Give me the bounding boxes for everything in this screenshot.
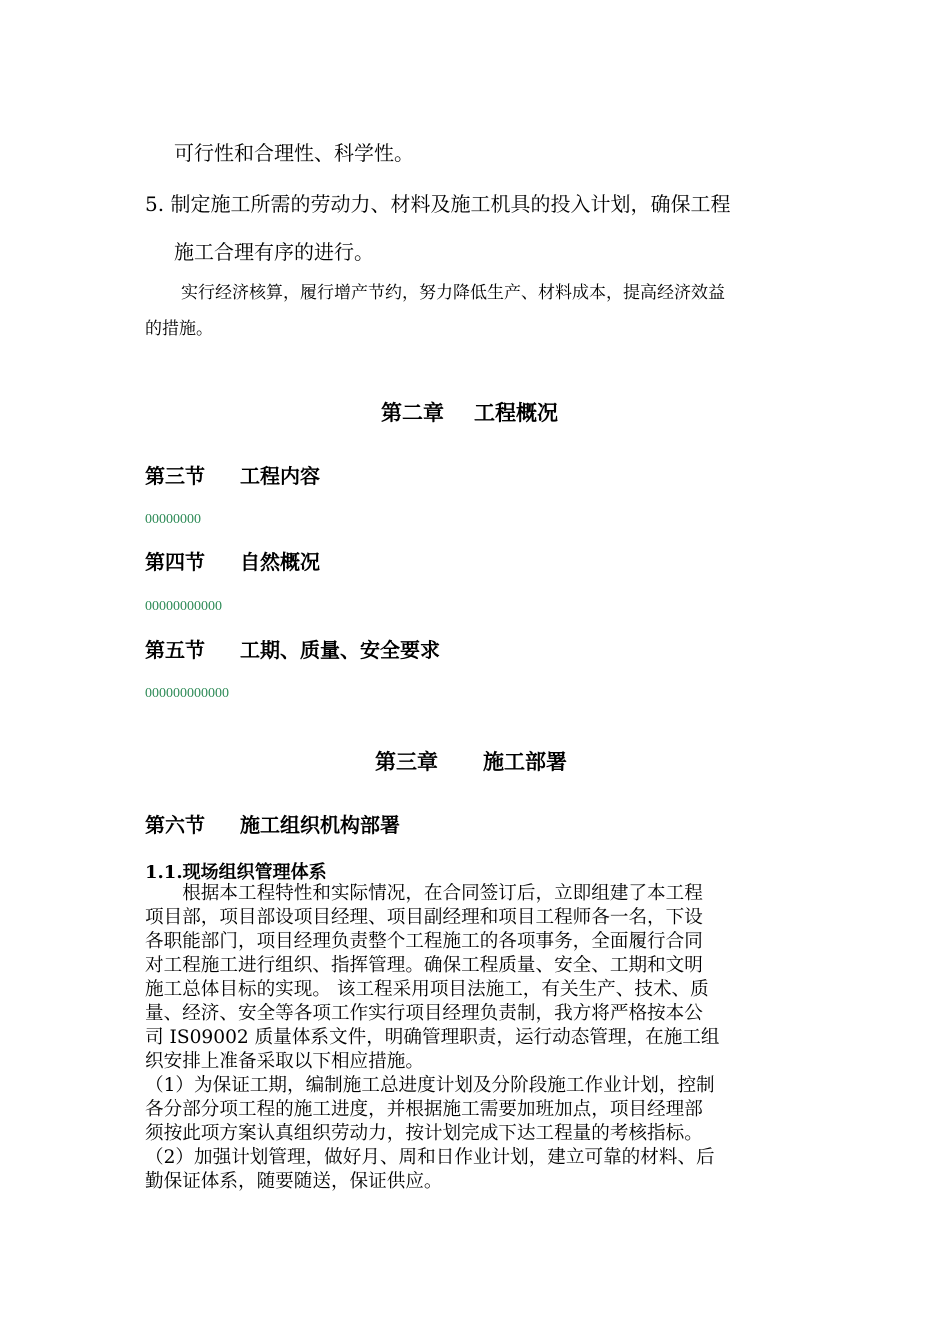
body-line: 项目部，项目部设项目经理、项目副经理和项目工程师各一名，下设 <box>145 907 703 928</box>
chapter-title: 工程概况 <box>474 401 558 425</box>
section-heading <box>145 634 440 663</box>
placeholder-text: 00000000000 <box>145 599 222 614</box>
chapter-heading <box>381 397 558 427</box>
chapter-heading <box>375 746 567 776</box>
section-heading <box>145 809 400 838</box>
section-number: 第四节 <box>145 550 205 574</box>
paragraph-line: 的措施。 <box>145 319 213 339</box>
body-line: 各分部分项工程的施工进度，并根据施工需要加班加点，项目经理部 <box>145 1099 703 1120</box>
body-line: 量、经济、安全等各项工作实行项目经理负责制，我方将严格按本公 <box>145 1003 703 1024</box>
subsection-heading: 1.1.现场组织管理体系 <box>145 862 327 883</box>
body-line: 勤保证体系，随要随送，保证供应。 <box>145 1171 443 1192</box>
body-line: 根据本工程特性和实际情况，在合同签订后，立即组建了本工程 <box>145 883 703 904</box>
placeholder-text: 000000000000 <box>145 686 229 701</box>
chapter-title: 施工部署 <box>483 750 567 774</box>
section-heading <box>145 460 320 489</box>
body-line: 须按此项方案认真组织劳动力，按计划完成下达工程量的考核指标。 <box>145 1123 703 1144</box>
body-line: 对工程施工进行组织、指挥管理。确保工程质量、安全、工期和文明 <box>145 955 703 976</box>
placeholder-text: 00000000 <box>145 512 201 527</box>
body-line: （1）为保证工期，编制施工总进度计划及分阶段施工作业计划，控制 <box>145 1075 715 1096</box>
section-title: 工期、质量、安全要求 <box>240 638 440 662</box>
chapter-number: 第三章 <box>375 750 438 774</box>
list-item-5-line1: 5. 制定施工所需的劳动力、材料及施工机具的投入计划，确保工程 <box>145 192 731 216</box>
section-title: 施工组织机构部署 <box>240 813 400 837</box>
section-number: 第六节 <box>145 813 205 837</box>
continuation-line: 可行性和合理性、科学性。 <box>174 141 414 165</box>
body-paragraph <box>145 882 807 1194</box>
body-line: 司 IS09002 质量体系文件，明确管理职责，运行动态管理，在施工组 <box>145 1027 720 1048</box>
paragraph-line: 实行经济核算，履行增产节约，努力降低生产、材料成本，提高经济效益 <box>181 283 725 303</box>
body-line: 施工总体目标的实现。 该工程采用项目法施工，有关生产、技术、质 <box>145 979 709 1000</box>
body-line: 织安排上准备采取以下相应措施。 <box>145 1051 424 1072</box>
section-number: 第三节 <box>145 464 205 488</box>
section-heading <box>145 546 320 575</box>
chapter-number: 第二章 <box>381 401 444 425</box>
body-line: 各职能部门，项目经理负责整个工程施工的各项事务，全面履行合同 <box>145 931 703 952</box>
section-number: 第五节 <box>145 638 205 662</box>
section-title: 工程内容 <box>240 464 320 488</box>
list-item-5-line2: 施工合理有序的进行。 <box>174 240 374 264</box>
section-title: 自然概况 <box>240 550 320 574</box>
body-line: （2）加强计划管理，做好月、周和日作业计划，建立可靠的材料、后 <box>145 1147 715 1168</box>
